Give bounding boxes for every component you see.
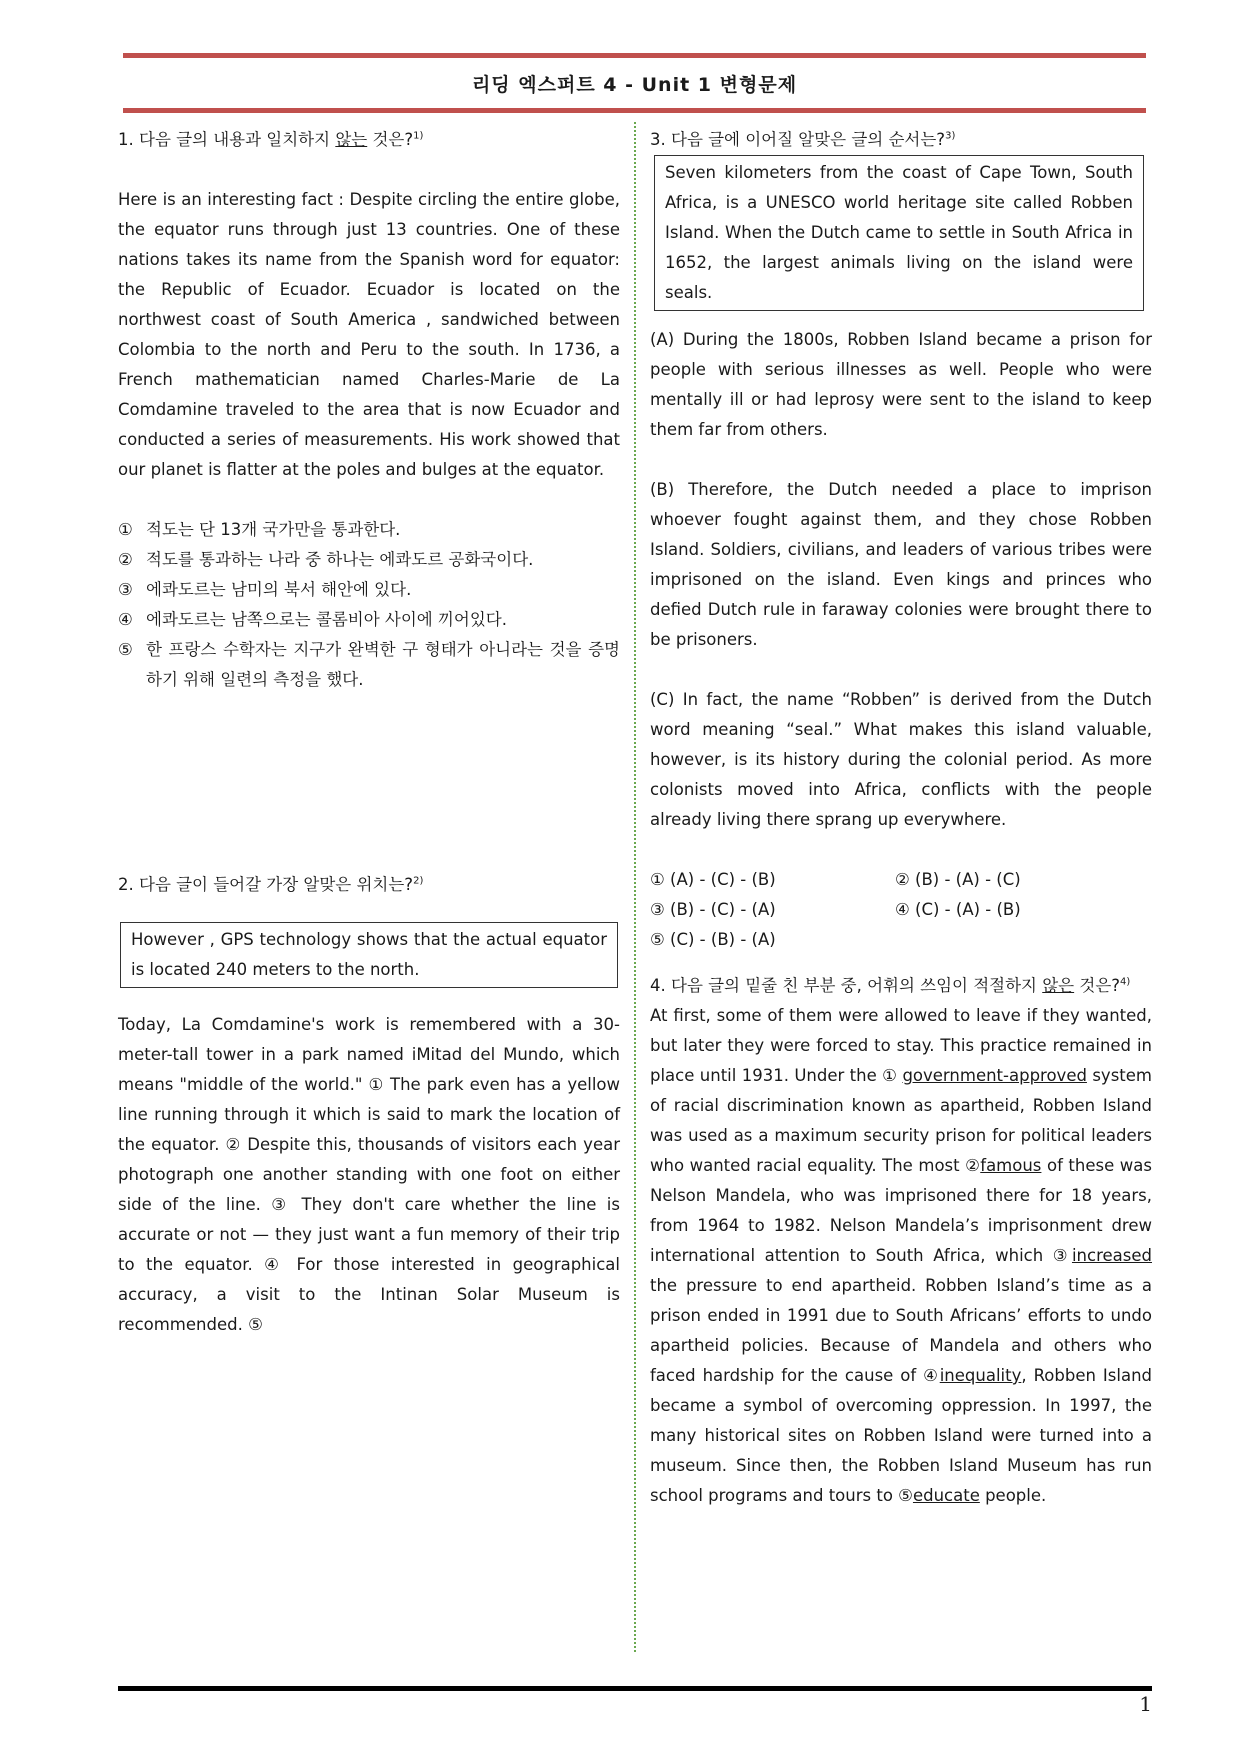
question-3-options — [650, 865, 1152, 955]
footnote-ref: 2) — [413, 875, 424, 887]
option-3[interactable]: ③ 에콰도르는 남미의 북서 해안에 있다. — [118, 580, 412, 599]
footer-rule — [118, 1686, 1152, 1691]
page-number: 1 — [1139, 1692, 1152, 1716]
question-3-title: 3. 다음 글에 이어질 알맞은 글의 순서는?$^{3)}$ — [650, 130, 956, 149]
option-1[interactable]: ① 적도는 단 13개 국가만을 통과한다. — [118, 520, 401, 539]
option-2[interactable]: ② (B) - (A) - (C) — [895, 870, 1021, 889]
question-1-passage: Here is an interesting fact : Despite circling the entire globe, the equator runs through just 13 countries. One of these nations takes its name from the Spanish word for equator: the Republic of Ecuador. Ecuador is located on the northwest coast of South America , sandwiched between Colombia to the north and Peru to the south. In 1736, a French mathematician named Charles-Marie de La Comdamine traveled to the area that is now Ecuador and conducted a series of measurements. His work showed that our planet is flatter at the poles and bulges at the equator. — [118, 190, 620, 479]
question-1-options — [118, 515, 620, 695]
question-1 — [118, 125, 620, 695]
footnote-ref: 3) — [945, 130, 956, 142]
underlined-choice-3: increased — [1071, 1246, 1152, 1265]
column-divider — [634, 122, 636, 1652]
question-4 — [650, 971, 1152, 1511]
option-4[interactable]: ④ (C) - (A) - (B) — [895, 900, 1021, 919]
option-5[interactable]: ⑤ 한 프랑스 수학자는 지구가 완벽한 구 형태가 아니라는 것을 증명하기 위해 일련의 측정을 했다. — [118, 640, 620, 689]
paragraph-b: (B) Therefore, the Dutch needed a place to imprison whoever fought against them, and they chose Robben Island. Soldiers, civilians, and leaders of various tribes were imprisoned on the island. Even kings and princes who defied Dutch rule in faraway colonies were brought there to be prisoners. — [650, 480, 1152, 649]
question-3 — [650, 125, 1152, 955]
question-2-passage: Today, La Comdamine's work is remembered with a 30-meter-tall tower in a park named iMitad del Mundo, which means "middle of the world." ① The park even has a yellow line running through it which is said to mark the location of the equator. ② Despite this, thousands of visitors each year photograph one another standing with one foot on either side of the line. ③ They don't care whether the line is accurate or not — they just want a fun memory of their trip to the equator. ④ For those interested in geographical accuracy, a visit to the Intinan Solar Museum is recommended. ⑤ — [118, 1015, 620, 1334]
footnote-ref: 1) — [413, 130, 424, 142]
underlined-word: 않은 — [1042, 976, 1075, 995]
option-2[interactable]: ② 적도를 통과하는 나라 중 하나는 에콰도르 공화국이다. — [118, 550, 534, 569]
option-1[interactable]: ① (A) - (C) - (B) — [650, 870, 776, 889]
underlined-choice-4: inequality — [939, 1366, 1022, 1385]
question-1-title: 1. 다음 글의 내용과 일치하지 않는 것은?$^{1)}$ — [118, 130, 424, 149]
question-2-insert-box: However , GPS technology shows that the actual equator is located 240 meters to the north. — [120, 922, 618, 988]
question-4-passage: At first, some of them were allowed to leave if they wanted, but later they were forced to stay. This practice remained in place until 1931. Under the ① government-approved system of racial discrimination known as apartheid, Robben Island was used as a maximum security prison for political leaders who wanted racial equality. The most ②famous of these was Nelson Mandela, who was imprisoned there for 18 years, from 1964 to 1982. Nelson Mandela’s imprisonment drew international attention to South Africa, which ③increased the pressure to end apartheid. Robben Island’s time as a prison ended in 1991 due to South Africans’ efforts to undo apartheid policies. Because of Mandela and others who faced hardship for the cause of ④inequality, Robben Island became a symbol of overcoming oppression. In 1997, the many historical sites on Robben Island were turned into a museum. Since then, the Robben Island Museum has run school programs and tours to ⑤educate people. — [650, 1006, 1153, 1505]
page-title: 리딩 엑스퍼트 4 - Unit 1 변형문제 — [471, 74, 798, 96]
option-3[interactable]: ③ (B) - (C) - (A) — [650, 900, 776, 919]
underlined-choice-2: famous — [980, 1156, 1042, 1175]
paragraph-c: (C) In fact, the name “Robben” is derived from the Dutch word meaning “seal.” What makes this island valuable, however, is its history during the colonial period. As more colonists moved into Africa, conflicts with the people already living there sprang up everywhere. — [650, 690, 1152, 829]
footnote-ref: 4) — [1120, 976, 1131, 988]
question-2 — [118, 870, 620, 1340]
question-2-title: 2. 다음 글이 들어갈 가장 알맞은 위치는?$^{2)}$ — [118, 875, 424, 894]
question-4-title: 4. 다음 글의 밑줄 친 부분 중, 어휘의 쓰임이 적절하지 않은 것은?$^{4)}$ — [650, 976, 1131, 995]
option-4[interactable]: ④ 에콰도르는 남쪽으로는 콜롬비아 사이에 끼어있다. — [118, 610, 507, 629]
left-column — [118, 125, 620, 1334]
underlined-word: 않는 — [335, 130, 368, 149]
option-5[interactable]: ⑤ (C) - (B) - (A) — [650, 930, 776, 949]
right-column — [650, 125, 1152, 1511]
underlined-choice-1: government-approved — [902, 1066, 1087, 1085]
underlined-choice-5: educate — [912, 1486, 980, 1505]
header-bottom-rule — [123, 108, 1146, 113]
paragraph-a: (A) During the 1800s, Robben Island became a prison for people with serious illnesses as well. People who were mentally ill or had leprosy were sent to the island to keep them far from others. — [650, 330, 1152, 439]
header-top-rule — [123, 53, 1146, 58]
question-3-given-box: Seven kilometers from the coast of Cape Town, South Africa, is a UNESCO world heritage site called Robben Island. When the Dutch came to settle in South Africa in 1652, the largest animals living on the island were seals. — [654, 155, 1144, 311]
